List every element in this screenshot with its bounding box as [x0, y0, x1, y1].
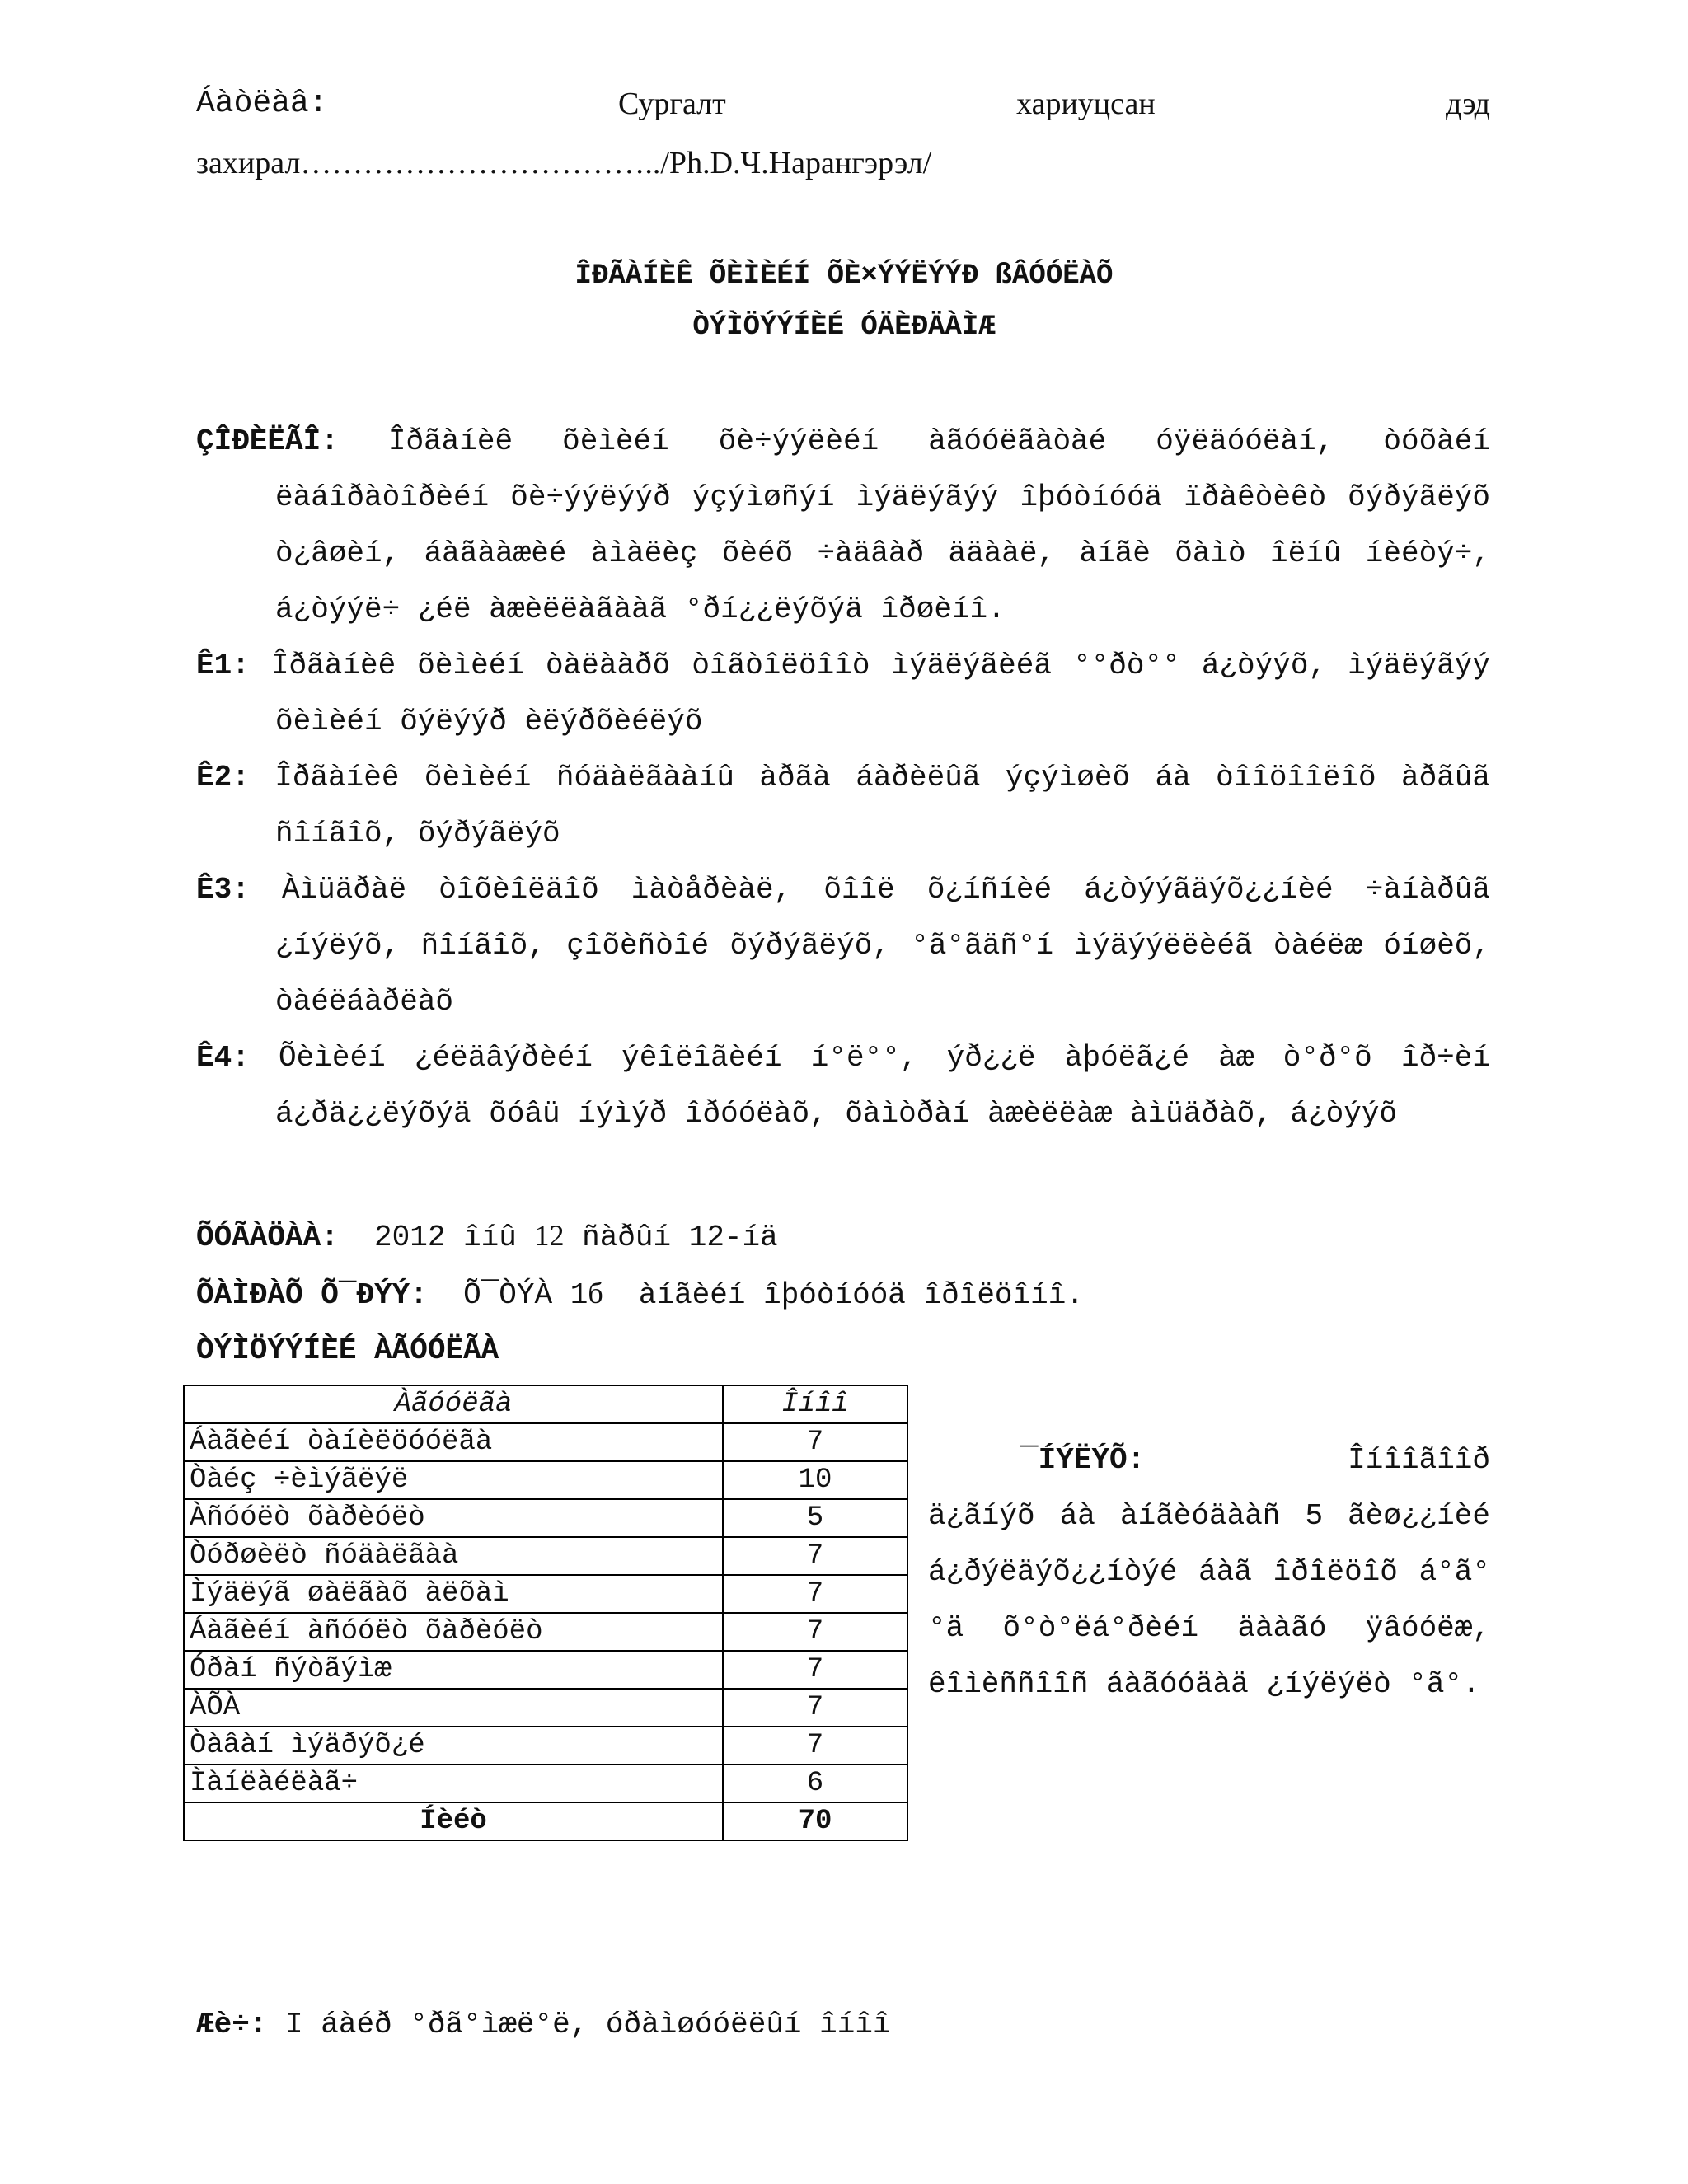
date-value-a: 2012 îíû	[374, 1221, 517, 1254]
schedule-title: ÒÝÌÖÝÝÍÈÉ ÀÃÓÓËÃÀ	[196, 1333, 499, 1367]
approval-word-4: дэд	[1446, 87, 1490, 121]
evaluation-note-first-line	[928, 1432, 1490, 1488]
goal-text: Îðãàíèê õèìèéí õè÷ýýëèéí àãóóëãàòàé óÿëäóóëàí, òóõàéí ëàáîðàòîðèéí õè÷ýýëýýð ýçýìøñýí ìýäëýãýý îþóòíóóä ïðàêòèêò õýðýãëýõ ò¿âøèí, áàãààæèé àìàëèç õèéõ ÷àäâàð ääààë, àíãè õàìò îëíû íèéòý÷, á¿òýýë÷ ¿éë àæèëëàãààã °ðí¿¿ëýõýä îðøèíî.	[275, 424, 1490, 626]
approval-line	[196, 86, 1490, 122]
footer-label: Æè÷:	[196, 2008, 268, 2041]
document-subtitle: ÒÝÌÖÝÝÍÈÉ ÓÄÈÐÄÀÌÆ	[692, 312, 996, 343]
table-cell-activity: Òóðøèëò ñóäàëãàà	[184, 1537, 723, 1575]
table-row	[184, 1651, 907, 1689]
objective-4: Ê4: Õèìèéí ¿éëäâýðèéí ýêîëîãèéí í°ë°°, ýð¿¿ë àþóëã¿é àæ ò°ð°õ îð÷èí á¿ðä¿¿ëýõýä õóâü íýìýð îðóóëàõ, õàìòðàí àæèëëàæ àìüäðàõ, á¿òýýõ	[196, 1041, 1490, 1131]
objective-4-text: Õèìèéí ¿éëäâýðèéí ýêîëîãèéí í°ë°°, ýð¿¿ë àþóëã¿é àæ ò°ð°õ îð÷èí á¿ðä¿¿ëýõýä õóâü íýìýð îðóóëàõ, õàìòðàí àæèëëàæ àìüäðàõ, á¿òýýõ	[275, 1041, 1490, 1131]
objective-4-label: Ê4	[196, 1041, 232, 1075]
goal-label: ÇÎÐÈËÃÎ:	[196, 424, 339, 458]
schedule-table	[183, 1385, 908, 1841]
objective-3: Ê3: Àìüäðàë òîõèîëäîõ ìàòåðèàë, õîîë õ¿íñíèé á¿òýýãäýõ¿¿íèé ÷àíàðûã ¿íýëýõ, ñîíãîõ, çîõèñòîé õýðýãëýõ, °ã°ãäñ°í ìýäýýëëèéã òàéëæ óíøèõ, òàéëáàðëàõ	[196, 873, 1490, 1019]
table-cell-score: 7	[723, 1613, 907, 1651]
table-row	[184, 1423, 907, 1461]
evaluation-label: ¯ÍÝËÝÕ:	[1020, 1443, 1146, 1477]
objective-2: Ê2: Îðãàíèê õèìèéí ñóäàëãààíû àðãà áàðèëûã ýçýìøèõ áà òîîöîîëîõ àðãûã ñîíãîõ, õýðýãëýõ	[196, 761, 1490, 851]
participants-label: ÕÀÌÐÀÕ Õ¯ÐÝÝ:	[196, 1278, 428, 1312]
objective-1: Ê1: Îðãàíèê õèìèéí òàëààðõ òîãòîëöîîò ìýäëýãèéã °°ðò°° á¿òýýõ, ìýäëýãýý õèìèéí õýëýýð èëýðõèéëýõ	[196, 649, 1490, 738]
table-row	[184, 1537, 907, 1575]
table-total-label: Íèéò	[184, 1802, 723, 1840]
table-cell-score: 7	[723, 1689, 907, 1727]
evaluation-text: ä¿ãíýõ áà àíãèóäààñ 5 ãèø¿¿íèé á¿ðýëäýõ¿¿íòýé áàã îðîëöîõ á°ã°°ä õ°ò°ëá°ðèéí äààãó ÿâóóëæ, êîìèññîîñ áàãóóäàä ¿íýëýëò °ã°.	[928, 1499, 1490, 1701]
table-cell-score: 7	[723, 1651, 907, 1689]
table-cell-activity: Àñóóëò õàðèóëò	[184, 1499, 723, 1537]
table-cell-score: 6	[723, 1765, 907, 1802]
approval-word-3: хариуцсан	[1016, 87, 1156, 121]
participants-value-b: б	[588, 1277, 603, 1310]
approval-label: Áàòëàâ:	[196, 86, 328, 121]
date-label: ÕÓÃÀÖÀÀ:	[196, 1221, 339, 1254]
participants-value-a: Õ¯ÒÝÀ 1	[463, 1278, 588, 1312]
table-cell-activity: Óðàí ñýòãýìæ	[184, 1651, 723, 1689]
table-total-value: 70	[723, 1802, 907, 1840]
approval-word-2: Сургалт	[617, 87, 726, 121]
document-title: ÎÐÃÀÍÈÊ ÕÈÌÈÉÍ ÕÈ×ÝÝËÝÝÐ ßÂÓÓËÀÕ	[574, 260, 1114, 292]
approval-signature-line: захирал……………………………../Ph.D.Ч.Нарангэрэл/	[196, 146, 932, 180]
footer-text: I áàéð °ðã°ìæë°ë, óðàìøóóëëûí îíîî	[285, 2008, 891, 2041]
table-total-row	[184, 1802, 907, 1840]
table-cell-score: 7	[723, 1423, 907, 1461]
table-row	[184, 1461, 907, 1499]
date-line	[196, 1218, 778, 1254]
table-row	[184, 1575, 907, 1613]
evaluation-note	[928, 1432, 1490, 1713]
table-header-activity: Àãóóëãà	[184, 1385, 723, 1423]
table-row	[184, 1727, 907, 1765]
table-row	[184, 1765, 907, 1802]
table-header-score: Îíîî	[723, 1385, 907, 1423]
table-cell-score: 5	[723, 1499, 907, 1537]
date-value-b: ñàðûí 12-íä	[582, 1221, 778, 1254]
objective-3-text: Àìüäðàë òîõèîëäîõ ìàòåðèàë, õîîë õ¿íñíèé á¿òýýãäýõ¿¿íèé ÷àíàðûã ¿íýëýõ, ñîíãîõ, çîõèñòîé õýðýãëýõ, °ã°ãäñ°í ìýäýýëëèéã òàéëæ óíøèõ, òàéëáàðëàõ	[275, 873, 1490, 1019]
objective-3-label: Ê3	[196, 873, 232, 907]
table-cell-score: 7	[723, 1537, 907, 1575]
table-row	[184, 1613, 907, 1651]
evaluation-first-word: Îíîîãîîð	[1348, 1443, 1490, 1477]
table-cell-activity: ÀÕÀ	[184, 1689, 723, 1727]
table-row	[184, 1499, 907, 1537]
table-cell-activity: Òàéç ÷èìýãëýë	[184, 1461, 723, 1499]
table-cell-score: 7	[723, 1727, 907, 1765]
objective-1-label: Ê1	[196, 649, 232, 682]
table-cell-activity: Ìàíëàéëàã÷	[184, 1765, 723, 1802]
table-row	[184, 1689, 907, 1727]
table-cell-score: 7	[723, 1575, 907, 1613]
objective-2-text: Îðãàíèê õèìèéí ñóäàëãààíû àðãà áàðèëûã ýçýìøèõ áà òîîöîîëîõ àðãûã ñîíãîõ, õýðýãëýõ	[274, 761, 1490, 851]
table-cell-score: 10	[723, 1461, 907, 1499]
objective-2-label: Ê2	[196, 761, 232, 794]
table-header-row	[184, 1385, 907, 1423]
footer-note	[196, 2008, 891, 2041]
goal-paragraph	[196, 414, 1490, 638]
table-cell-activity: Áàãèéí àñóóëò õàðèóëò	[184, 1613, 723, 1651]
objective-1-text: Îðãàíèê õèìèéí òàëààðõ òîãòîëöîîò ìýäëýãèéã °°ðò°° á¿òýýõ, ìýäëýãýý õèìèéí õýëýýð èëýðõèéëýõ	[270, 649, 1490, 738]
date-value-num: 12	[534, 1219, 565, 1252]
table-cell-activity: Òàâàí ìýäðýõ¿é	[184, 1727, 723, 1765]
table-cell-activity: Áàãèéí òàíèëöóóëãà	[184, 1423, 723, 1461]
participants-line	[196, 1276, 1084, 1312]
table-cell-activity: Ìýäëýã øàëãàõ àëõàì	[184, 1575, 723, 1613]
participants-value-c: àíãèéí îþóòíóóä îðîëöîíî.	[638, 1278, 1084, 1312]
